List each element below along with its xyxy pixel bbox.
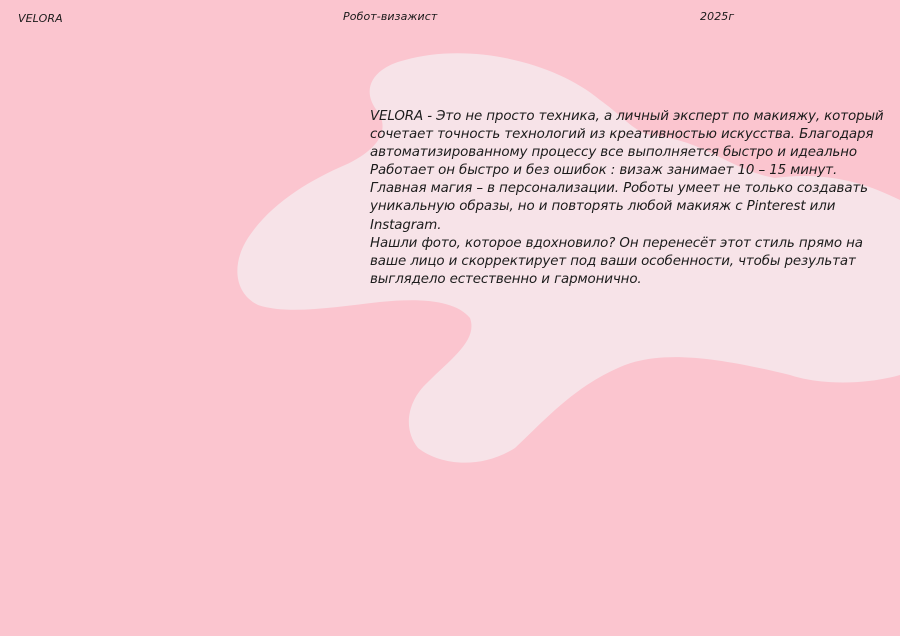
year-label: 2025г <box>700 10 735 23</box>
paragraph-speed: Работает он быстро и без ошибок : визаж занимает 10 – 15 минут. <box>370 163 838 179</box>
page-subtitle: Робот-визажист <box>343 10 438 23</box>
description-text-block <box>370 108 895 289</box>
brand-name: VELORA <box>18 12 63 25</box>
paragraph-intro: VELORA - Это не просто техника, а личный эксперт по макияжу, который сочетает точность технологий из креативностью искусства. Благодаря автоматизированному процессу все выполняется быстро и идеально <box>370 109 884 161</box>
paragraph-personalization: Главная магия – в персонализации. Роботы умеет не только создавать уникальную образы, но и повторять любой макияж с Pinterest или Instagram. <box>370 181 868 233</box>
paragraph-photo-transfer: Нашли фото, которое вдохновило? Он перенесёт этот стиль прямо на ваше лицо и скорректирует под ваши особенности, чтобы результат выглядело естественно и гармонично. <box>370 235 863 287</box>
